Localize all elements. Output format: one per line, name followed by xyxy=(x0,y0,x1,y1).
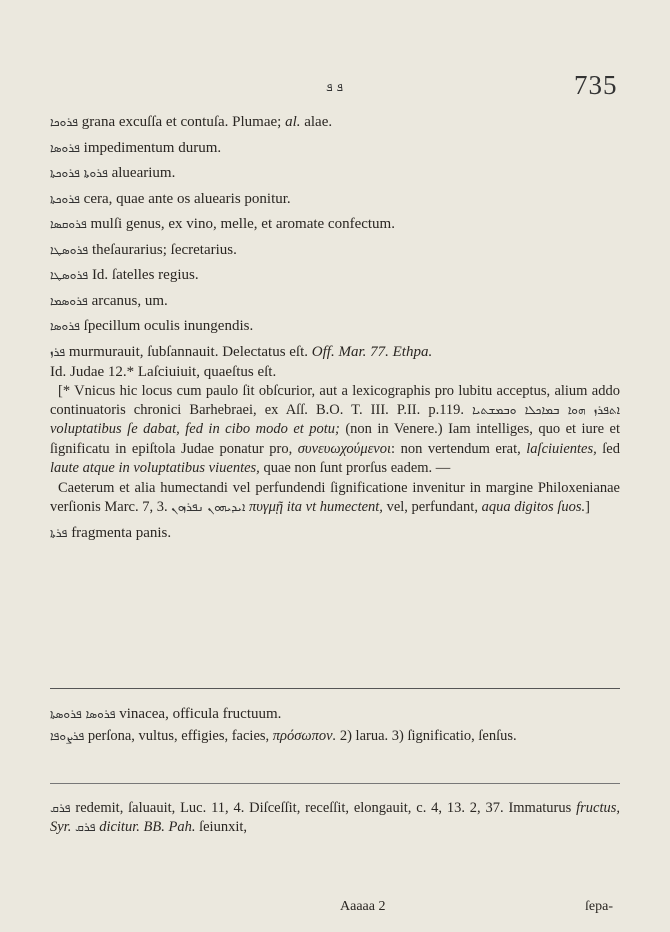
entry-9 xyxy=(50,316,620,336)
section-divider xyxy=(50,688,620,689)
syriac-headword: ܦܪܬܐ xyxy=(50,525,68,540)
definition: fragmenta panis. xyxy=(71,524,172,541)
definition: 2) larua. 3) ſignificatio, ſenſus. xyxy=(336,728,517,744)
syriac-headword: ܦܪܘܟܐ xyxy=(50,115,79,129)
catchword: ſepa- xyxy=(585,899,613,914)
note-text: ſed xyxy=(596,440,620,457)
syriac-headword: ܦܪܘܣܐ ܦܪܘܣܬܐ xyxy=(50,707,116,721)
note-text: ] xyxy=(585,498,590,515)
syriac-headword: ܦܪܨܘܦܐ xyxy=(50,729,85,743)
definition: Id. ſatelles regius. xyxy=(91,267,199,283)
definition: grana excuſſa et contuſa. Plumae; xyxy=(81,114,286,130)
syriac-headword: ܦܪܘܟܬܐ xyxy=(50,191,80,206)
entry-s3 xyxy=(50,799,620,838)
definition: perſona, vultus, effigies, facies, xyxy=(87,728,273,744)
note-paragraph-1 xyxy=(50,382,620,479)
definition: vinacea, officula fructuum. xyxy=(119,706,282,722)
definition: ſeiunxit, xyxy=(195,819,248,836)
definition: arcanus, um. xyxy=(91,292,168,309)
note-italic: laſciuientes, xyxy=(526,440,597,457)
note-text: : non vertendum erat, xyxy=(391,440,527,457)
greek-word: πυγμῇ xyxy=(248,498,284,515)
syriac-headword: ܦܪܘܣܐ xyxy=(50,140,80,155)
syriac-headword: ܦܪܙ xyxy=(50,344,66,359)
syriac-headword: ܦܪܘܣܛܐ xyxy=(50,242,89,257)
reference: fructus, Syr. xyxy=(50,800,620,836)
definition: ſpecillum oculis inungendis. xyxy=(83,318,254,334)
section-2 xyxy=(50,704,620,746)
greek-word: πρόσωπον. xyxy=(272,728,337,744)
definition: mulſi genus, ex vino, melle, et aromate confectum. xyxy=(90,216,395,232)
page-number: 735 xyxy=(574,70,618,100)
note-italic: ita vt humectent, xyxy=(286,498,383,515)
definition: cera, quae ante os aluearis ponitur. xyxy=(83,190,291,207)
abbreviation: al. xyxy=(285,114,301,130)
note-text: (non in Venere.) Iam intelliges, quo et iure et ſignificatu in epiſtola Judae ponatur pro, xyxy=(50,421,620,457)
note-text: [* Vnicus hic locus cum paulo ſit obſcurior, aut a lexicographis pro lubitu acceptus, alium addo continuatoris chronici Barhebraei, ex Aſſ. B.O. T. III. P.II. p.119. xyxy=(50,382,620,418)
syriac-headword: ܦܪܘܣܛܐ xyxy=(50,268,89,282)
greek-word: συνευωχούμενοι xyxy=(297,440,392,457)
definition: impedimentum durum. xyxy=(83,139,222,156)
entry-s2-2 xyxy=(50,727,620,746)
syriac-quote: ܐܬܦܪܙ ܗܘܐ ܒܡܐܟܠܐ ܘܒܡܫܬܝܐ xyxy=(472,402,620,417)
note-text: Caeterum et alia humectandi vel perfundendi ſignificatione invenitur in margine Philoxenianae verſionis Marc. 7, 3. xyxy=(50,479,620,515)
entries-block xyxy=(50,112,620,543)
definition: aluearium. xyxy=(111,165,176,181)
note-italic: aqua digitos ſuos. xyxy=(481,498,586,515)
syriac-headword: ܦܪܘܬܐ ܦܪܘܟܬܐ xyxy=(50,166,108,180)
entry-main xyxy=(50,342,620,362)
definition: murmurauit, ſubſannauit. Delectatus eſt. xyxy=(68,343,312,360)
syriac-headword: ܦܪܘܣܡܐ xyxy=(50,293,88,308)
definition-tail: alae. xyxy=(300,114,333,130)
syriac-headword: ܦܪܘܣܐ xyxy=(50,319,80,333)
entry-4 xyxy=(50,189,620,209)
entry-6 xyxy=(50,240,620,260)
entry-5 xyxy=(50,214,620,234)
running-head-syriac: ܦ ܦ xyxy=(326,80,344,94)
entry-last xyxy=(50,523,620,543)
note-italic: voluptatibus ſe dabat, fed in cibo modo et potu; xyxy=(50,421,340,438)
entry-8 xyxy=(50,291,620,311)
entry-1 xyxy=(50,112,620,132)
entry-2 xyxy=(50,138,620,158)
reference: Off. Mar. 77. Ethpa. xyxy=(311,343,433,360)
entry-7 xyxy=(50,265,620,285)
definition: redemit, ſaluauit, Luc. 11, 4. Diſceſſit, receſſit, elongauit, c. 4, 13. 2, 37. Immaturus xyxy=(75,800,577,816)
entry-main-line2: Id. Judae 12.* Laſciuiuit, quaeſtus eſt. xyxy=(50,363,277,380)
section-3 xyxy=(50,799,620,838)
signature-mark: Aaaaa 2 xyxy=(340,899,386,914)
section-divider xyxy=(50,783,620,784)
note-text: quae non ſunt prorſus eadem. — xyxy=(259,460,451,477)
definition: theſaurarius; ſecretarius. xyxy=(91,241,237,258)
note-italic: laute atque in voluptatibus viuentes, xyxy=(50,460,260,477)
note-text: vel, perfundant, xyxy=(382,498,482,515)
entry-s2-1 xyxy=(50,704,620,724)
syriac-quote: ܦܪܩ xyxy=(74,820,96,835)
entry-3 xyxy=(50,163,620,183)
note-paragraph-2 xyxy=(50,479,620,518)
syriac-headword: ܦܪܩ xyxy=(50,801,71,815)
reference: dicitur. BB. Pah. xyxy=(99,819,196,836)
syriac-quote: ܐܝܕܝܗܘܢ ܢܦܪܙܘܢ xyxy=(171,499,246,514)
syriac-headword: ܦܪܘܩܣܐ xyxy=(50,217,87,231)
